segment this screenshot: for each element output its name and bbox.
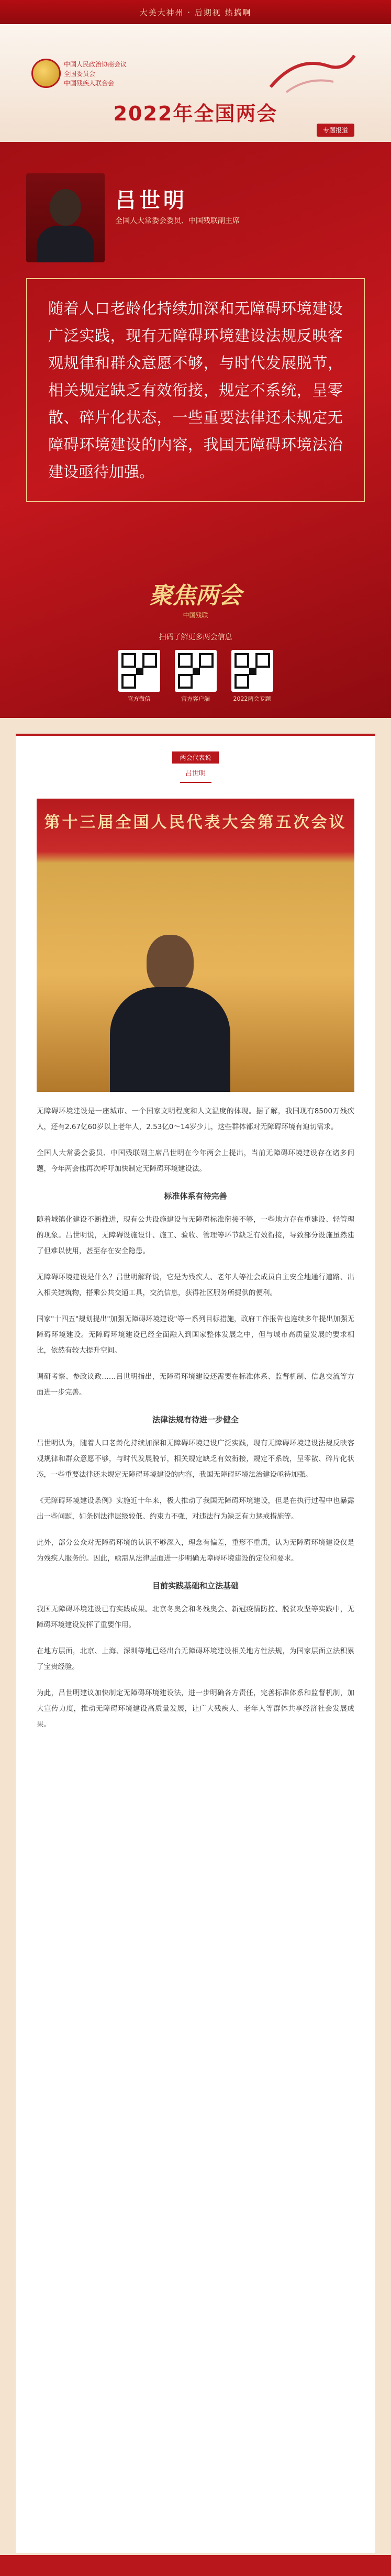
hero-title: 2022年全国两会 — [113, 102, 278, 125]
scan-hint: 扫码了解更多两会信息 — [159, 633, 232, 642]
portrait-body — [37, 226, 94, 262]
article-paragraph: 我国无障碍环境建设已有实践成果。北京冬奥会和冬残奥会、新冠疫情防控、脱贫攻坚等实践中，无障碍环境建设发挥了重要作用。 — [37, 1605, 354, 1629]
qr-code-row — [0, 650, 391, 703]
qr-label: 官方客户端 — [181, 695, 210, 702]
hero-banner — [0, 24, 391, 142]
article-paragraph: 《无障碍环境建设条例》实施近十年来，极大推动了我国无障碍环境建设，但是在执行过程中也暴露出一些问题，如条例法律层级较低、约束力不强，对违法行为缺乏有力惩戒措施等。 — [37, 1497, 354, 1521]
qr-label: 2022两会专题 — [233, 695, 271, 702]
org-name: 全国委员会 — [64, 70, 96, 78]
article-paragraph: 随着城镇化建设不断推进，现有公共设施建设与无障碍标准衔接不够，一些地方存在重建设、轻管理的现象。吕世明说，无障碍设施设计、施工、验收、管理等环节缺乏有效衔接，导致部分设施虽然建了但难以使用，甚至存在安全隐患。 — [37, 1215, 354, 1255]
article-photo — [37, 799, 354, 1092]
qr-code-icon[interactable] — [175, 650, 217, 692]
divider — [180, 782, 211, 783]
qr-label: 官方微信 — [127, 695, 151, 702]
article-paragraph: 无障碍环境建设是什么？吕世明解释说，它是为残疾人、老年人等社会成员自主安全地通行道路、出入相关建筑物，搭乘公共交通工具，交流信息，获得社区服务所提供的便利。 — [37, 1273, 354, 1297]
special-report-tag: 专题报道 — [317, 124, 354, 137]
brand-logo: 聚焦两会 — [149, 582, 242, 609]
person-body — [110, 987, 230, 1092]
org-name: 中国人民政治协商会议 — [64, 61, 127, 68]
crane-decoration-icon — [265, 45, 360, 103]
qr-code-icon[interactable] — [118, 650, 160, 692]
portrait-photo — [26, 173, 105, 262]
qr-item[interactable] — [175, 650, 217, 703]
article-badge: 两会代表说 — [172, 751, 218, 764]
person-head — [147, 935, 194, 992]
article-body — [16, 1092, 375, 1732]
quote-box — [26, 278, 365, 502]
footer-bar — [0, 2555, 391, 2576]
article-paragraph: 国家"十四五"规划提出"加强无障碍环境建设"等一系列目标措施，政府工作报告也连续多年提出加强无障碍环境建设。无障碍环境建设已经全面融入到国家整体发展之中，但与城市高质量发展的要求相比，依然有较大提升空间。 — [37, 1315, 354, 1355]
brand-sub: 中国残联 — [183, 612, 208, 619]
org-name: 中国残疾人联合会 — [64, 80, 115, 87]
article-paragraph: 为此，吕世明建议加快制定无障碍环境建设法，进一步明确各方责任，完善标准体系和监督机制，加大宣传力度，推动无障碍环境建设高质量发展，让广大残疾人、老年人等群体共享经济社会发展成果。 — [37, 1689, 354, 1729]
speaker-name: 吕世明 — [115, 188, 187, 213]
section-heading: 目前实践基础和立法基础 — [152, 1581, 239, 1590]
quote-text: 随着人口老龄化持续加深和无障碍环境建设广泛实践，现有无障碍环境建设法规反映客观规律和群众意愿不够，与时代发展脱节，相关规定缺乏有效衔接，规定不系统，呈零散、碎片化状态，一些重要法律还未规定无障碍环境建设的内容，我国无障碍环境法治建设亟待加强。 — [48, 300, 343, 481]
article — [16, 734, 375, 2553]
qr-item[interactable] — [231, 650, 273, 703]
article-paragraph: 此外，部分公众对无障碍环境的认识不够深入，理念有偏差，重形不重质，认为无障碍环境建设仅是为残疾人服务的。因此，亟需从法律层面进一步明确无障碍环境建设的定位和要求。 — [37, 1539, 354, 1563]
article-paragraph: 无障碍环境建设是一座城市、一个国家文明程度和人文温度的体现。据了解，我国现有8500万残疾人，还有2.67亿60岁以上老年人，2.53亿0～14岁少儿，这些群体都对无障碍环境有迫切需求。 — [37, 1107, 354, 1131]
article-paragraph: 调研考察、参政议政……吕世明指出，无障碍环境建设还需要在标准体系、监督机制、信息交流等方面进一步完善。 — [37, 1373, 354, 1397]
portrait-head — [50, 189, 81, 226]
article-paragraph: 在地方层面，北京、上海、深圳等地已经出台无障碍环境建设相关地方性法规，为国家层面立法积累了宝贵经验。 — [37, 1647, 354, 1671]
speaker-role: 全国人大常委会委员、中国残联副主席 — [115, 217, 240, 225]
section-heading: 标准体系有待完善 — [164, 1191, 227, 1201]
cppcc-emblem-icon — [31, 59, 61, 88]
top-strip — [0, 0, 391, 24]
photo-person — [110, 935, 230, 1092]
section-heading: 法律法规有待进一步健全 — [152, 1415, 239, 1424]
article-author: 吕世明 — [185, 770, 206, 778]
top-strip-text: 大美大神州 · 后期视 热搞啊 — [139, 7, 252, 17]
qr-item[interactable] — [118, 650, 160, 703]
org-names — [64, 60, 127, 88]
qr-code-icon[interactable] — [231, 650, 273, 692]
article-header — [16, 736, 375, 783]
quote-poster — [0, 142, 391, 718]
article-paragraph: 全国人大常委会委员、中国残联副主席吕世明在今年两会上提出，当前无障碍环境建设存在诸多问题，今年两会他再次呼吁加快制定无障碍环境建设法。 — [37, 1149, 354, 1173]
article-paragraph: 吕世明认为，随着人口老龄化持续加深和无障碍环境建设广泛实践，现有无障碍环境建设法规反映客观规律和群众意愿不够，与时代发展脱节，相关规定缺乏有效衔接，规定不系统，呈零散、碎片化状态，一些重要法律还未规定无障碍环境建设的内容，我国无障碍环境法治建设亟待加强。 — [37, 1439, 354, 1479]
photo-banner-text: 第十三届全国人民代表大会第五次会议 — [44, 813, 347, 832]
